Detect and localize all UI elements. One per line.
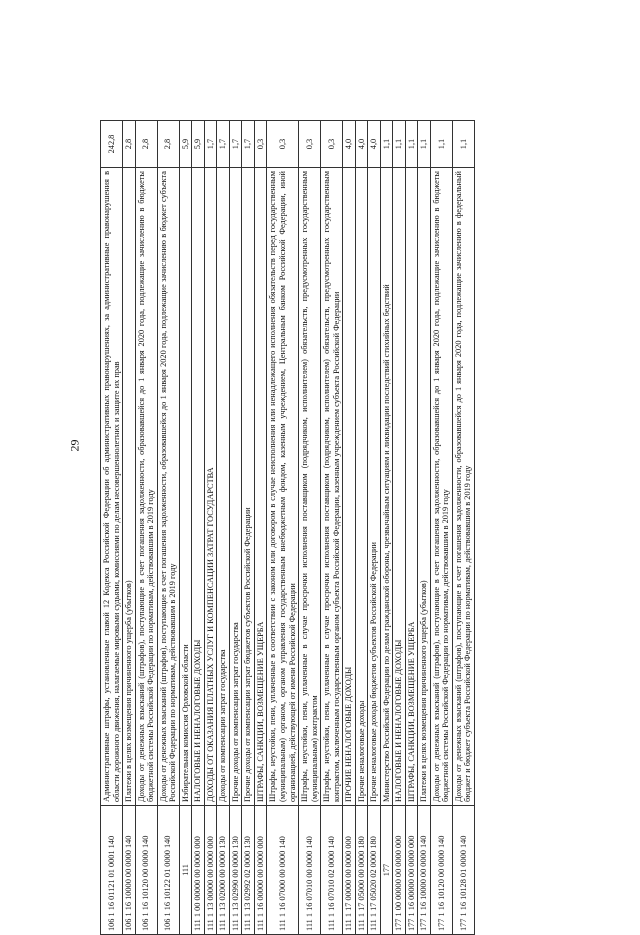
income-name-cell: ШТРАФЫ, САНКЦИИ, ВОЗМЕЩЕНИЕ УЩЕРБА xyxy=(405,168,418,806)
budget-code-cell: 111 1 17 05000 00 0000 180 xyxy=(355,806,368,935)
budget-code-cell: 177 1 16 10000 00 0000 140 xyxy=(418,806,431,935)
income-name-cell: Платежи в целях возмещения причиненного ущерба (убытков) xyxy=(123,168,136,806)
amount-cell: 5,9 xyxy=(179,121,192,168)
budget-code-cell: 111 1 00 00000 00 0000 000 xyxy=(192,806,205,935)
income-name-cell: Министерство Российской Федерации по делам гражданской обороны, чрезвычайным ситуациям и ликвидации последствий стихийных бедствий xyxy=(380,168,393,806)
income-name-cell: Платежи в целях возмещения причиненного ущерба (убытков) xyxy=(418,168,431,806)
amount-cell: 1,7 xyxy=(229,121,242,168)
budget-table xyxy=(100,120,475,935)
table-row xyxy=(393,121,406,935)
table-row xyxy=(405,121,418,935)
amount-cell: 1,1 xyxy=(430,121,452,168)
rotated-table-container xyxy=(100,120,600,935)
table-row xyxy=(430,121,452,935)
income-name-cell: Прочие доходы от компенсации затрат бюджетов субъектов Российской Федерации xyxy=(242,168,255,806)
income-name-cell: Доходы от денежных взысканий (штрафов), поступающие в счет погашения задолженности, образовавшейся до 1 января 2020 года, подлежащие зачислению в бюджет субъекта Российской Федерации по нормативам, действовавшим в 2019 году xyxy=(157,168,179,806)
table-row xyxy=(343,121,356,935)
amount-cell: 1,7 xyxy=(242,121,255,168)
table-row xyxy=(355,121,368,935)
budget-code-cell: 111 1 16 00000 00 0000 000 xyxy=(254,806,267,935)
table-row xyxy=(123,121,136,935)
income-name-cell: Штрафы, неустойки, пени, уплаченные в случае просрочки исполнения поставщиком (подрядчиком, исполнителем) обязательств, предусмотренных государственным (муниципальным) контрактом xyxy=(299,168,321,806)
table-row xyxy=(192,121,205,935)
income-name-cell: Доходы от денежных взысканий (штрафов), поступающие в счет погашения задолженности, образовавшейся до 1 января 2020 года, подлежащие зачислению в федеральный бюджет и бюджет субъекта Российской Федерации по нормативам, действовавшим в 2019 году xyxy=(452,168,474,806)
budget-code-cell: 111 1 13 00000 00 0000 000 xyxy=(204,806,217,935)
amount-cell: 0,3 xyxy=(321,121,343,168)
amount-cell: 2,8 xyxy=(135,121,157,168)
income-name-cell: Доходы от компенсации затрат государства xyxy=(217,168,230,806)
income-name-cell: ПРОЧИЕ НЕНАЛОГОВЫЕ ДОХОДЫ xyxy=(343,168,356,806)
budget-code-cell: 106 1 16 10000 00 0000 140 xyxy=(123,806,136,935)
budget-code-cell: 111 1 17 00000 00 0000 000 xyxy=(343,806,356,935)
amount-cell: 1,7 xyxy=(204,121,217,168)
table-row xyxy=(299,121,321,935)
amount-cell: 0,3 xyxy=(254,121,267,168)
table-row xyxy=(101,121,123,935)
amount-cell: 1,1 xyxy=(393,121,406,168)
table-row xyxy=(254,121,267,935)
budget-code-cell: 111 1 16 07000 00 0000 140 xyxy=(267,806,299,935)
amount-cell: 4,0 xyxy=(355,121,368,168)
amount-cell: 5,9 xyxy=(192,121,205,168)
table-row xyxy=(135,121,157,935)
amount-cell: 242,8 xyxy=(101,121,123,168)
amount-cell: 0,3 xyxy=(267,121,299,168)
income-name-cell: ДОХОДЫ ОТ ОКАЗАНИЯ ПЛАТНЫХ УСЛУГ И КОМПЕНСАЦИИ ЗАТРАТ ГОСУДАРСТВА xyxy=(204,168,217,806)
table-row xyxy=(242,121,255,935)
amount-cell: 2,8 xyxy=(123,121,136,168)
amount-cell: 1,1 xyxy=(380,121,393,168)
budget-code-cell: 111 xyxy=(179,806,192,935)
budget-code-cell: 111 1 17 05020 02 0000 180 xyxy=(368,806,381,935)
budget-code-cell: 111 1 13 02000 00 0000 130 xyxy=(217,806,230,935)
amount-cell: 0,3 xyxy=(299,121,321,168)
income-name-cell: Прочие неналоговые доходы бюджетов субъектов Российской Федерации xyxy=(368,168,381,806)
amount-cell: 1,1 xyxy=(405,121,418,168)
budget-code-cell: 106 1 16 10122 01 0000 140 xyxy=(157,806,179,935)
budget-code-cell: 106 1 16 01121 01 0001 140 xyxy=(101,806,123,935)
income-name-cell: НАЛОГОВЫЕ И НЕНАЛОГОВЫЕ ДОХОДЫ xyxy=(192,168,205,806)
amount-cell: 4,0 xyxy=(368,121,381,168)
table-row xyxy=(217,121,230,935)
income-name-cell: ШТРАФЫ, САНКЦИИ, ВОЗМЕЩЕНИЕ УЩЕРБА xyxy=(254,168,267,806)
table-row xyxy=(368,121,381,935)
budget-code-cell: 111 1 13 02990 00 0000 130 xyxy=(229,806,242,935)
income-name-cell: Доходы от денежных взысканий (штрафов), поступающие в счет погашения задолженности, образовавшейся до 1 января 2020 года, подлежащие зачислению в бюджеты бюджетной системы Российской Федерации по нормативам, действовавшим в 2019 году xyxy=(135,168,157,806)
amount-cell: 2,8 xyxy=(157,121,179,168)
amount-cell: 1,1 xyxy=(452,121,474,168)
table-row xyxy=(229,121,242,935)
table-row xyxy=(267,121,299,935)
amount-cell: 1,7 xyxy=(217,121,230,168)
table-row xyxy=(179,121,192,935)
budget-code-cell: 111 1 13 02992 02 0000 130 xyxy=(242,806,255,935)
amount-cell: 4,0 xyxy=(343,121,356,168)
table-row xyxy=(418,121,431,935)
budget-code-cell: 106 1 16 10120 00 0000 140 xyxy=(135,806,157,935)
income-name-cell: Прочие доходы от компенсации затрат государства xyxy=(229,168,242,806)
table-row xyxy=(204,121,217,935)
page-number: 29 xyxy=(67,439,82,452)
table-row xyxy=(452,121,474,935)
table-row xyxy=(321,121,343,935)
table-row xyxy=(380,121,393,935)
income-name-cell: Штрафы, неустойки, пени, уплаченные в случае просрочки исполнения поставщиком (подрядчиком, исполнителем) обязательств, предусмотренных государственным контрактом, заключенным государственным органом субъекта Российской Федерации, казенным учреждением субъекта Российской Федерации xyxy=(321,168,343,806)
budget-code-cell: 111 1 16 07010 00 0000 140 xyxy=(299,806,321,935)
budget-code-cell: 177 1 16 10120 00 0000 140 xyxy=(430,806,452,935)
budget-code-cell: 177 xyxy=(380,806,393,935)
budget-code-cell: 177 1 16 00000 00 0000 000 xyxy=(405,806,418,935)
table-row xyxy=(157,121,179,935)
amount-cell: 1,1 xyxy=(418,121,431,168)
income-name-cell: Доходы от денежных взысканий (штрафов), поступающие в счет погашения задолженности, образовавшейся до 1 января 2020 года, подлежащие зачислению в бюджеты бюджетной системы Российской Федерации по нормативам, действовавшим в 2019 году xyxy=(430,168,452,806)
income-name-cell: НАЛОГОВЫЕ И НЕНАЛОГОВЫЕ ДОХОДЫ xyxy=(393,168,406,806)
income-name-cell: Прочие неналоговые доходы xyxy=(355,168,368,806)
budget-code-cell: 177 1 16 10128 01 0000 140 xyxy=(452,806,474,935)
income-name-cell: Избирательная комиссия Орловской области xyxy=(179,168,192,806)
budget-code-cell: 111 1 16 07010 02 0000 140 xyxy=(321,806,343,935)
income-name-cell: Штрафы, неустойки, пени, уплаченные в соответствии с законом или договором в случае неисполнения или ненадлежащего исполнения обязательств перед государственным (муниципальным) органом, органом управления государственным внебюджетным фондом, казенным учреждением, Центральным банком Российской Федерации, иной организацией, действующей от имени Российской Федерации xyxy=(267,168,299,806)
budget-table-body xyxy=(101,121,475,935)
budget-code-cell: 177 1 00 00000 00 0000 000 xyxy=(393,806,406,935)
income-name-cell: Административные штрафы, установленные главой 12 Кодекса Российской Федерации об административных правонарушениях, за административные правонарушения в области дорожного движения, налагаемые мировыми судьями, комиссиями по делам несовершеннолетних и защите их прав xyxy=(101,168,123,806)
